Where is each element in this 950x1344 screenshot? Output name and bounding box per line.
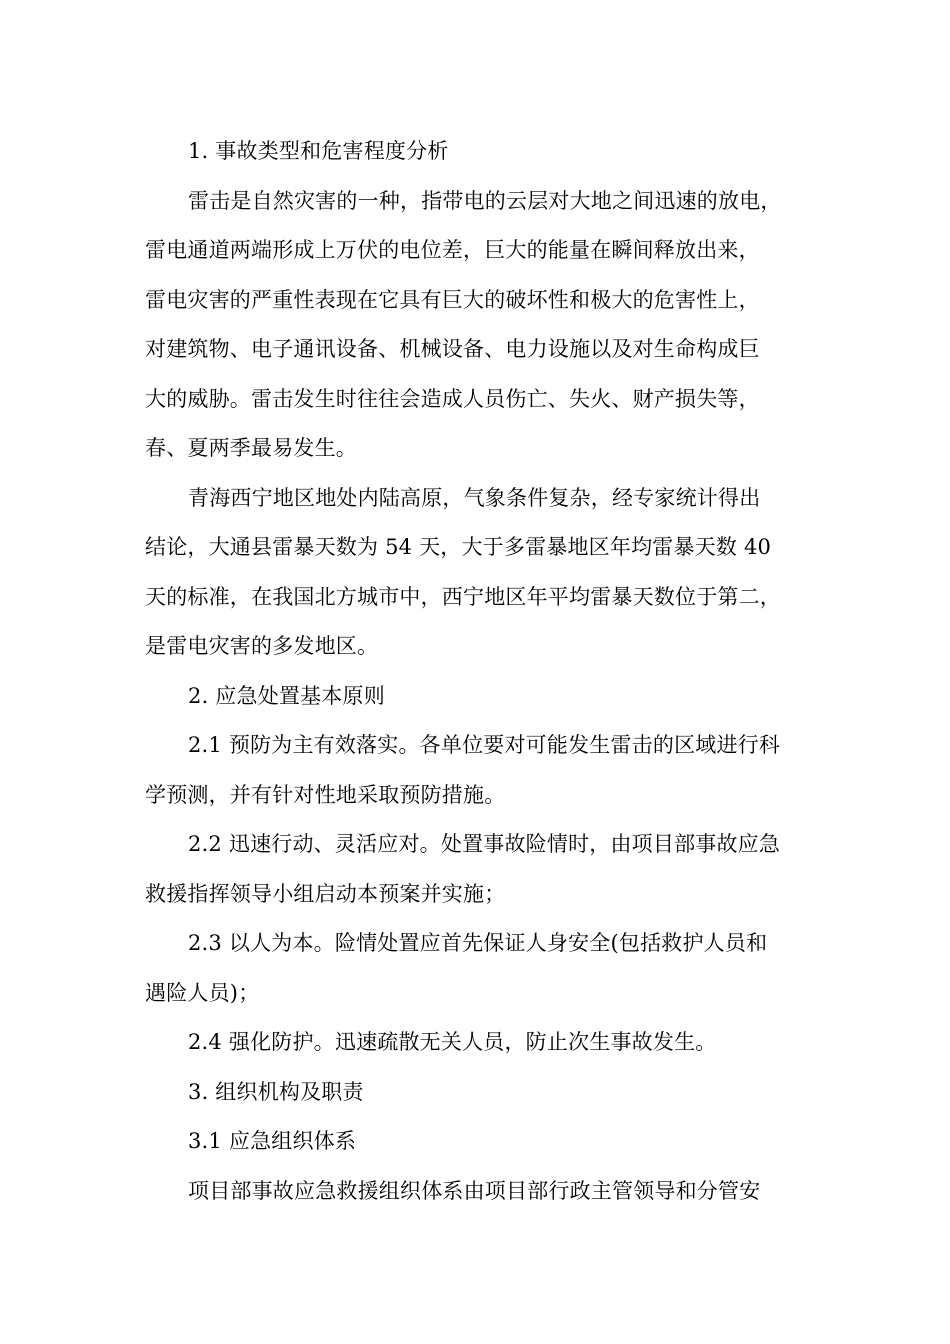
paragraph-line: 雷击是自然灾害的一种，指带电的云层对大地之间迅速的放电，: [188, 188, 782, 213]
paragraph-line: 2.1 预防为主有效落实。各单位要对可能发生雷击的区域进行科: [188, 733, 781, 757]
section-heading: 2. 应急处置基本原则: [188, 683, 385, 708]
paragraph-line: 青海西宁地区地处内陆高原，气象条件复杂，经专家统计得出: [188, 485, 761, 510]
paragraph-line: 项目部事故应急救援组织体系由项目部行政主管领导和分管安: [188, 1178, 761, 1203]
paragraph-line: 雷电通道两端形成上万伏的电位差，巨大的能量在瞬间释放出来，: [145, 238, 760, 262]
paragraph-line: 2.3 以人为本。险情处置应首先保证人身安全(包括救护人员和: [188, 931, 768, 955]
section-heading: 1. 事故类型和危害程度分析: [188, 139, 449, 163]
paragraph-line: 是雷电灾害的多发地区。: [145, 634, 379, 658]
paragraph-line: 春、夏两季最易发生。: [145, 436, 357, 460]
document-body: [145, 127, 815, 1216]
paragraph-line: 遇险人员)；: [145, 980, 260, 1005]
paragraph-line: 学预测，并有针对性地采取预防措施。: [145, 782, 506, 807]
subsection-heading: 3.1 应急组织体系: [188, 1129, 357, 1153]
paragraph-line: 救援指挥领导小组启动本预案并实施；: [145, 881, 506, 906]
paragraph-line: 天的标准，在我国北方城市中，西宁地区年平均雷暴天数位于第二，: [145, 584, 781, 609]
section-heading: 3. 组织机构及职责: [188, 1079, 364, 1104]
paragraph-line: 雷电灾害的严重性表现在它具有巨大的破坏性和极大的危害性上，: [145, 287, 760, 312]
paragraph-line: 2.2 迅速行动、灵活应对。处置事故险情时，由项目部事故应急: [188, 832, 781, 856]
paragraph-line: 大的威胁。雷击发生时往往会造成人员伤亡、失火、财产损失等，: [145, 386, 760, 411]
paragraph-line: 2.4 强化防护。迅速疏散无关人员，防止次生事故发生。: [188, 1030, 717, 1054]
paragraph-line: 对建筑物、电子通讯设备、机械设备、电力设施以及对生命构成巨: [145, 337, 760, 361]
paragraph-line: 结论，大通县雷暴天数为 54 天，大于多雷暴地区年均雷暴天数 40: [145, 535, 772, 559]
